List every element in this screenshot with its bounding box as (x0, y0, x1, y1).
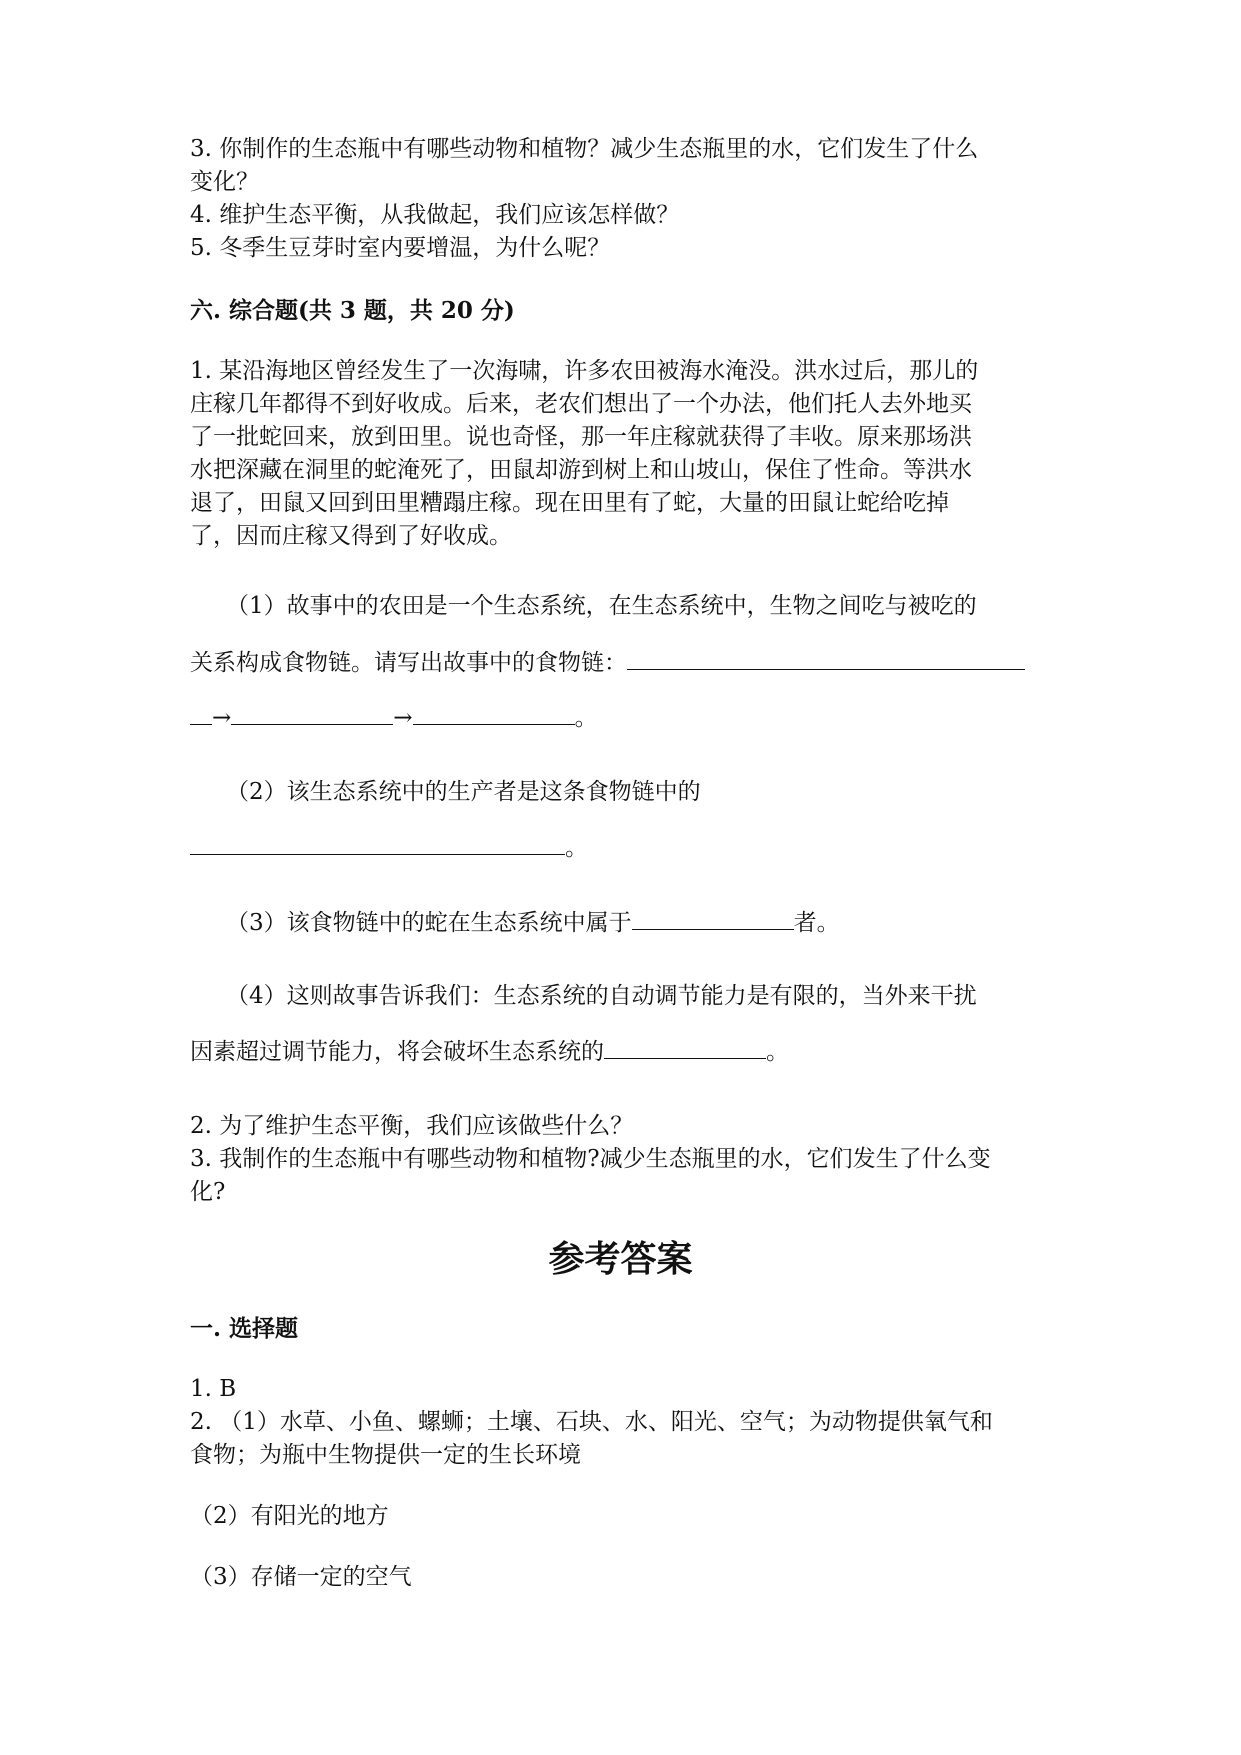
answer-2-sub-2: （2）有阳光的地方 (190, 1503, 389, 1529)
question-5: 5. 冬季生豆芽时室内要增温，为什么呢？ (190, 235, 611, 261)
answer-blank-5[interactable] (632, 905, 794, 930)
answers-title: 参考答案 (548, 1238, 693, 1280)
sub-question-1-line-1: （1）故事中的农田是一个生态系统，在生态系统中，生物之间吃与被吃的 (226, 593, 977, 619)
sub-question-3-text: （3）该食物链中的蛇在生态系统中属于 (226, 910, 632, 936)
question-3b-line-2: 化? (190, 1179, 226, 1205)
answer-blank-4[interactable] (190, 830, 565, 855)
story-line-4: 水把深藏在洞里的蛇淹死了，田鼠却游到树上和山坡山，保住了性命。等洪水 (190, 457, 972, 483)
question-3-line-1: 3. 你制作的生态瓶中有哪些动物和植物？减少生态瓶里的水，它们发生了什么 (190, 136, 979, 162)
answers-section-1-heading: 一. 选择题 (190, 1315, 299, 1342)
food-chain-line (190, 700, 1060, 735)
question-4: 4. 维护生态平衡，从我做起，我们应该怎样做？ (190, 202, 680, 228)
period: 。 (574, 705, 598, 731)
sub-question-2-line-1: （2）该生态系统中的生产者是这条食物链中的 (226, 779, 701, 805)
question-3b-line-1: 3. 我制作的生态瓶中有哪些动物和植物?减少生态瓶里的水，它们发生了什么变 (190, 1146, 991, 1172)
sub-question-4-line-2 (190, 1034, 1060, 1069)
answer-2-line-2: 食物；为瓶中生物提供一定的生长环境 (190, 1442, 581, 1468)
story-line-6: 了，因而庄稼又得到了好收成。 (190, 523, 512, 549)
sub-question-4-text: 因素超过调节能力，将会破坏生态系统的 (190, 1039, 604, 1065)
sub-question-2-line-2 (190, 830, 1060, 865)
story-line-3: 了一批蛇回来，放到田里。说也奇怪，那一年庄稼就获得了丰收。原来那场洪 (190, 424, 972, 450)
answer-1: 1. B (190, 1376, 237, 1402)
period: 。 (766, 1039, 789, 1065)
sub-question-1-text: 关系构成食物链。请写出故事中的食物链： (190, 650, 627, 676)
story-line-1: 1. 某沿海地区曾经发生了一次海啸，许多农田被海水淹没。洪水过后，那儿的 (190, 358, 979, 384)
question-2: 2. 为了维护生态平衡，我们应该做些什么？ (190, 1113, 634, 1139)
answer-blank-3[interactable] (413, 700, 575, 725)
arrow-icon: → (212, 705, 232, 731)
answer-blank-1[interactable] (627, 645, 1025, 670)
sub-question-1-line-2 (190, 645, 1060, 680)
answer-2-sub-3: （3）存储一定的空气 (190, 1564, 412, 1590)
story-line-5: 退了，田鼠又回到田里糟蹋庄稼。现在田里有了蛇，大量的田鼠让蛇给吃掉 (190, 490, 949, 516)
answer-2-line-1: 2. （1）水草、小鱼、螺蛳；土壤、石块、水、阳光、空气；为动物提供氧气和 (190, 1409, 993, 1435)
story-line-2: 庄稼几年都得不到好收成。后来，老农们想出了一个办法，他们托人去外地买 (190, 391, 972, 417)
answer-blank-2[interactable] (231, 700, 393, 725)
sub-question-3-suffix: 者。 (793, 910, 840, 936)
answer-blank-6[interactable] (604, 1034, 766, 1059)
sub-question-3 (226, 905, 1096, 940)
period: 。 (565, 835, 588, 861)
question-3-line-2: 变化？ (190, 169, 259, 195)
answer-blank-1-cont[interactable] (190, 700, 212, 725)
section-6-heading: 六. 综合题(共 3 题，共 20 分) (190, 297, 515, 324)
sub-question-4-line-1: （4）这则故事告诉我们：生态系统的自动调节能力是有限的，当外来干扰 (226, 983, 977, 1009)
arrow-icon: → (393, 705, 413, 731)
